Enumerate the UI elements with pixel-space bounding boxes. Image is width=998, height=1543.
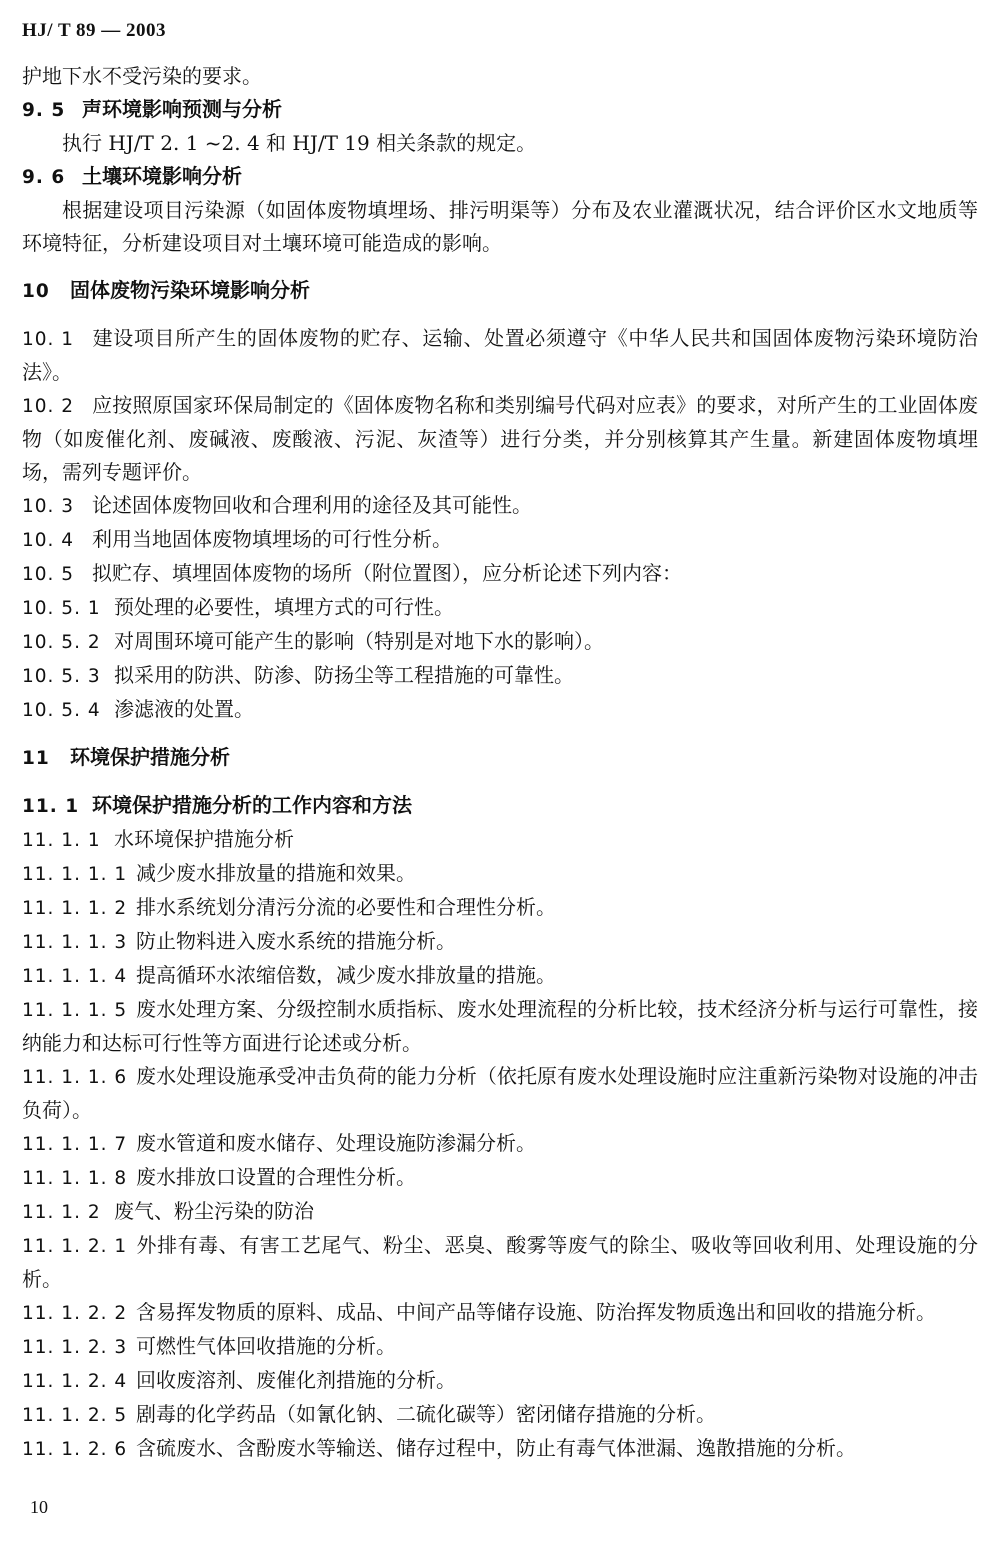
clause-text: 废水处理设施承受冲击负荷的能力分析（依托原有废水处理设施时应注重新污染物对设施的冲击负荷）。: [22, 1064, 978, 1122]
clause: [22, 557, 978, 591]
clause: [22, 591, 978, 625]
paragraph: 根据建设项目污染源（如固体废物填埋场、排污明渠等）分布及农业灌溉状况，结合评价区水文地质等环境特征，分析建设项目对土壤环境可能造成的影响。: [22, 198, 978, 255]
clause-number: 11. 1. 2. 6: [22, 1439, 128, 1460]
clause: [22, 823, 978, 857]
clause: [22, 389, 978, 489]
clause-number: 10. 1: [22, 329, 75, 350]
clause: [22, 1161, 978, 1195]
chapter-title: 固体废物污染环境影响分析: [70, 278, 310, 302]
spacer: [22, 727, 978, 741]
clause-number: 10. 5. 4: [22, 700, 101, 721]
clause: [22, 1229, 978, 1296]
clause-text: 外排有毒、有害工艺尾气、粉尘、恶臭、酸雾等废气的除尘、吸收等回收利用、处理设施的分析。: [22, 1233, 978, 1291]
clause: [22, 959, 978, 993]
spacer: [22, 260, 978, 274]
clause-number: 11. 1. 2. 4: [22, 1371, 128, 1392]
clause: [22, 857, 978, 891]
clause-number: 11. 1. 2. 3: [22, 1337, 128, 1358]
section-title: 土壤环境影响分析: [82, 164, 242, 188]
clause: [22, 1432, 978, 1466]
section-heading: [22, 93, 978, 127]
clause: [22, 891, 978, 925]
chapter-number: 11: [22, 748, 50, 769]
section-heading: [22, 160, 978, 194]
clause-text: 对周围环境可能产生的影响（特别是对地下水的影响）。: [114, 629, 604, 653]
spacer: [22, 308, 978, 322]
clause-text: 可燃性气体回收措施的分析。: [136, 1334, 396, 1358]
clause-text: 论述固体废物回收和合理利用的途径及其可能性。: [92, 493, 532, 517]
clause: [22, 1398, 978, 1432]
standard-code-header: HJ/ T 89 — 2003: [22, 20, 167, 41]
section-title: 环境保护措施分析的工作内容和方法: [92, 793, 412, 817]
clause-text: 废水处理方案、分级控制水质指标、废水处理流程的分析比较，技术经济分析与运行可靠性，接纳能力和达标可行性等方面进行论述或分析。: [22, 997, 978, 1055]
clause-number: 11. 1. 1. 8: [22, 1168, 128, 1189]
clause: [22, 1364, 978, 1398]
clause-number: 10. 5. 1: [22, 598, 101, 619]
clause-text: 剧毒的化学药品（如氰化钠、二硫化碳等）密闭储存措施的分析。: [136, 1402, 716, 1426]
clause: [22, 993, 978, 1060]
paragraph: 执行 HJ/T 2. 1 ~2. 4 和 HJ/T 19 相关条款的规定。: [62, 131, 537, 155]
clause-text: 含硫废水、含酚废水等输送、储存过程中，防止有毒气体泄漏、逸散措施的分析。: [136, 1436, 856, 1460]
section-title: 声环境影响预测与分析: [82, 97, 282, 121]
clause-text: 水环境保护措施分析: [114, 827, 294, 851]
clause-number: 11. 1. 2. 1: [22, 1236, 128, 1257]
clause: [22, 625, 978, 659]
clause: [22, 1296, 978, 1330]
clause: [22, 1195, 978, 1229]
clause-text: 减少废水排放量的措施和效果。: [136, 861, 416, 885]
document-body: [22, 60, 978, 1466]
clause-number: 11. 1. 1. 3: [22, 932, 128, 953]
clause-number: 11. 1. 1. 7: [22, 1134, 128, 1155]
clause-number: 11. 1. 2. 2: [22, 1303, 128, 1324]
clause-number: 11. 1. 1. 6: [22, 1067, 128, 1088]
clause: [22, 1127, 978, 1161]
clause-number: 10. 4: [22, 530, 75, 551]
clause-text: 建设项目所产生的固体废物的贮存、运输、处置必须遵守《中华人民共和国固体废物污染环境防治法》。: [22, 326, 978, 384]
clause-text: 拟贮存、填埋固体废物的场所（附位置图），应分析论述下列内容：: [92, 561, 682, 585]
clause-text: 排水系统划分清污分流的必要性和合理性分析。: [136, 895, 556, 919]
clause: [22, 925, 978, 959]
clause-number: 10. 5. 2: [22, 632, 101, 653]
clause-text: 废气、粉尘污染的防治: [114, 1199, 314, 1223]
clause-text: 回收废溶剂、废催化剂措施的分析。: [136, 1368, 456, 1392]
clause: [22, 523, 978, 557]
clause-number: 10. 5. 3: [22, 666, 101, 687]
clause-text: 利用当地固体废物填埋场的可行性分析。: [92, 527, 452, 551]
clause-text: 废水排放口设置的合理性分析。: [136, 1165, 416, 1189]
clause-number: 10. 2: [22, 396, 75, 417]
clause-text: 预处理的必要性，填埋方式的可行性。: [114, 595, 454, 619]
clause-number: 10. 5: [22, 564, 75, 585]
chapter-heading: [22, 741, 978, 775]
clause-text: 应按照原国家环保局制定的《固体废物名称和类别编号代码对应表》的要求，对所产生的工业固体废物（如废催化剂、废碱液、废酸液、污泥、灰渣等）进行分类，并分别核算其产生量。新建固体废物填埋场，需列专题评价。: [22, 393, 978, 484]
clause-number: 11. 1. 1. 2: [22, 898, 128, 919]
clause: [22, 322, 978, 389]
chapter-heading: [22, 274, 978, 308]
section-heading: [22, 789, 978, 823]
clause: [22, 1060, 978, 1127]
clause-number: 11. 1. 1: [22, 830, 101, 851]
clause-text: 防止物料进入废水系统的措施分析。: [136, 929, 456, 953]
clause-text: 提高循环水浓缩倍数，减少废水排放量的措施。: [136, 963, 556, 987]
clause-number: 11. 1. 1. 4: [22, 966, 128, 987]
chapter-number: 10: [22, 281, 50, 302]
clause-text: 含易挥发物质的原料、成品、中间产品等储存设施、防治挥发物质逸出和回收的措施分析。: [136, 1300, 936, 1324]
clause-number: 11. 1. 1. 1: [22, 864, 128, 885]
clause: [22, 1330, 978, 1364]
clause-number: 11. 1. 2: [22, 1202, 101, 1223]
clause-number: 11. 1. 1. 5: [22, 1000, 128, 1021]
spacer: [22, 775, 978, 789]
chapter-title: 环境保护措施分析: [70, 745, 230, 769]
clause-number: 10. 3: [22, 496, 75, 517]
clause-text: 拟采用的防洪、防渗、防扬尘等工程措施的可靠性。: [114, 663, 574, 687]
clause: [22, 489, 978, 523]
clause-text: 渗滤液的处置。: [114, 697, 254, 721]
clause: [22, 659, 978, 693]
section-number: 9. 6: [22, 167, 66, 188]
clause-number: 11. 1. 2. 5: [22, 1405, 128, 1426]
clause: [22, 693, 978, 727]
continued-paragraph: 护地下水不受污染的要求。: [22, 64, 262, 88]
section-number: 11. 1: [22, 796, 80, 817]
section-number: 9. 5: [22, 100, 66, 121]
page-number: 10: [30, 1497, 48, 1517]
clause-text: 废水管道和废水储存、处理设施防渗漏分析。: [136, 1131, 536, 1155]
